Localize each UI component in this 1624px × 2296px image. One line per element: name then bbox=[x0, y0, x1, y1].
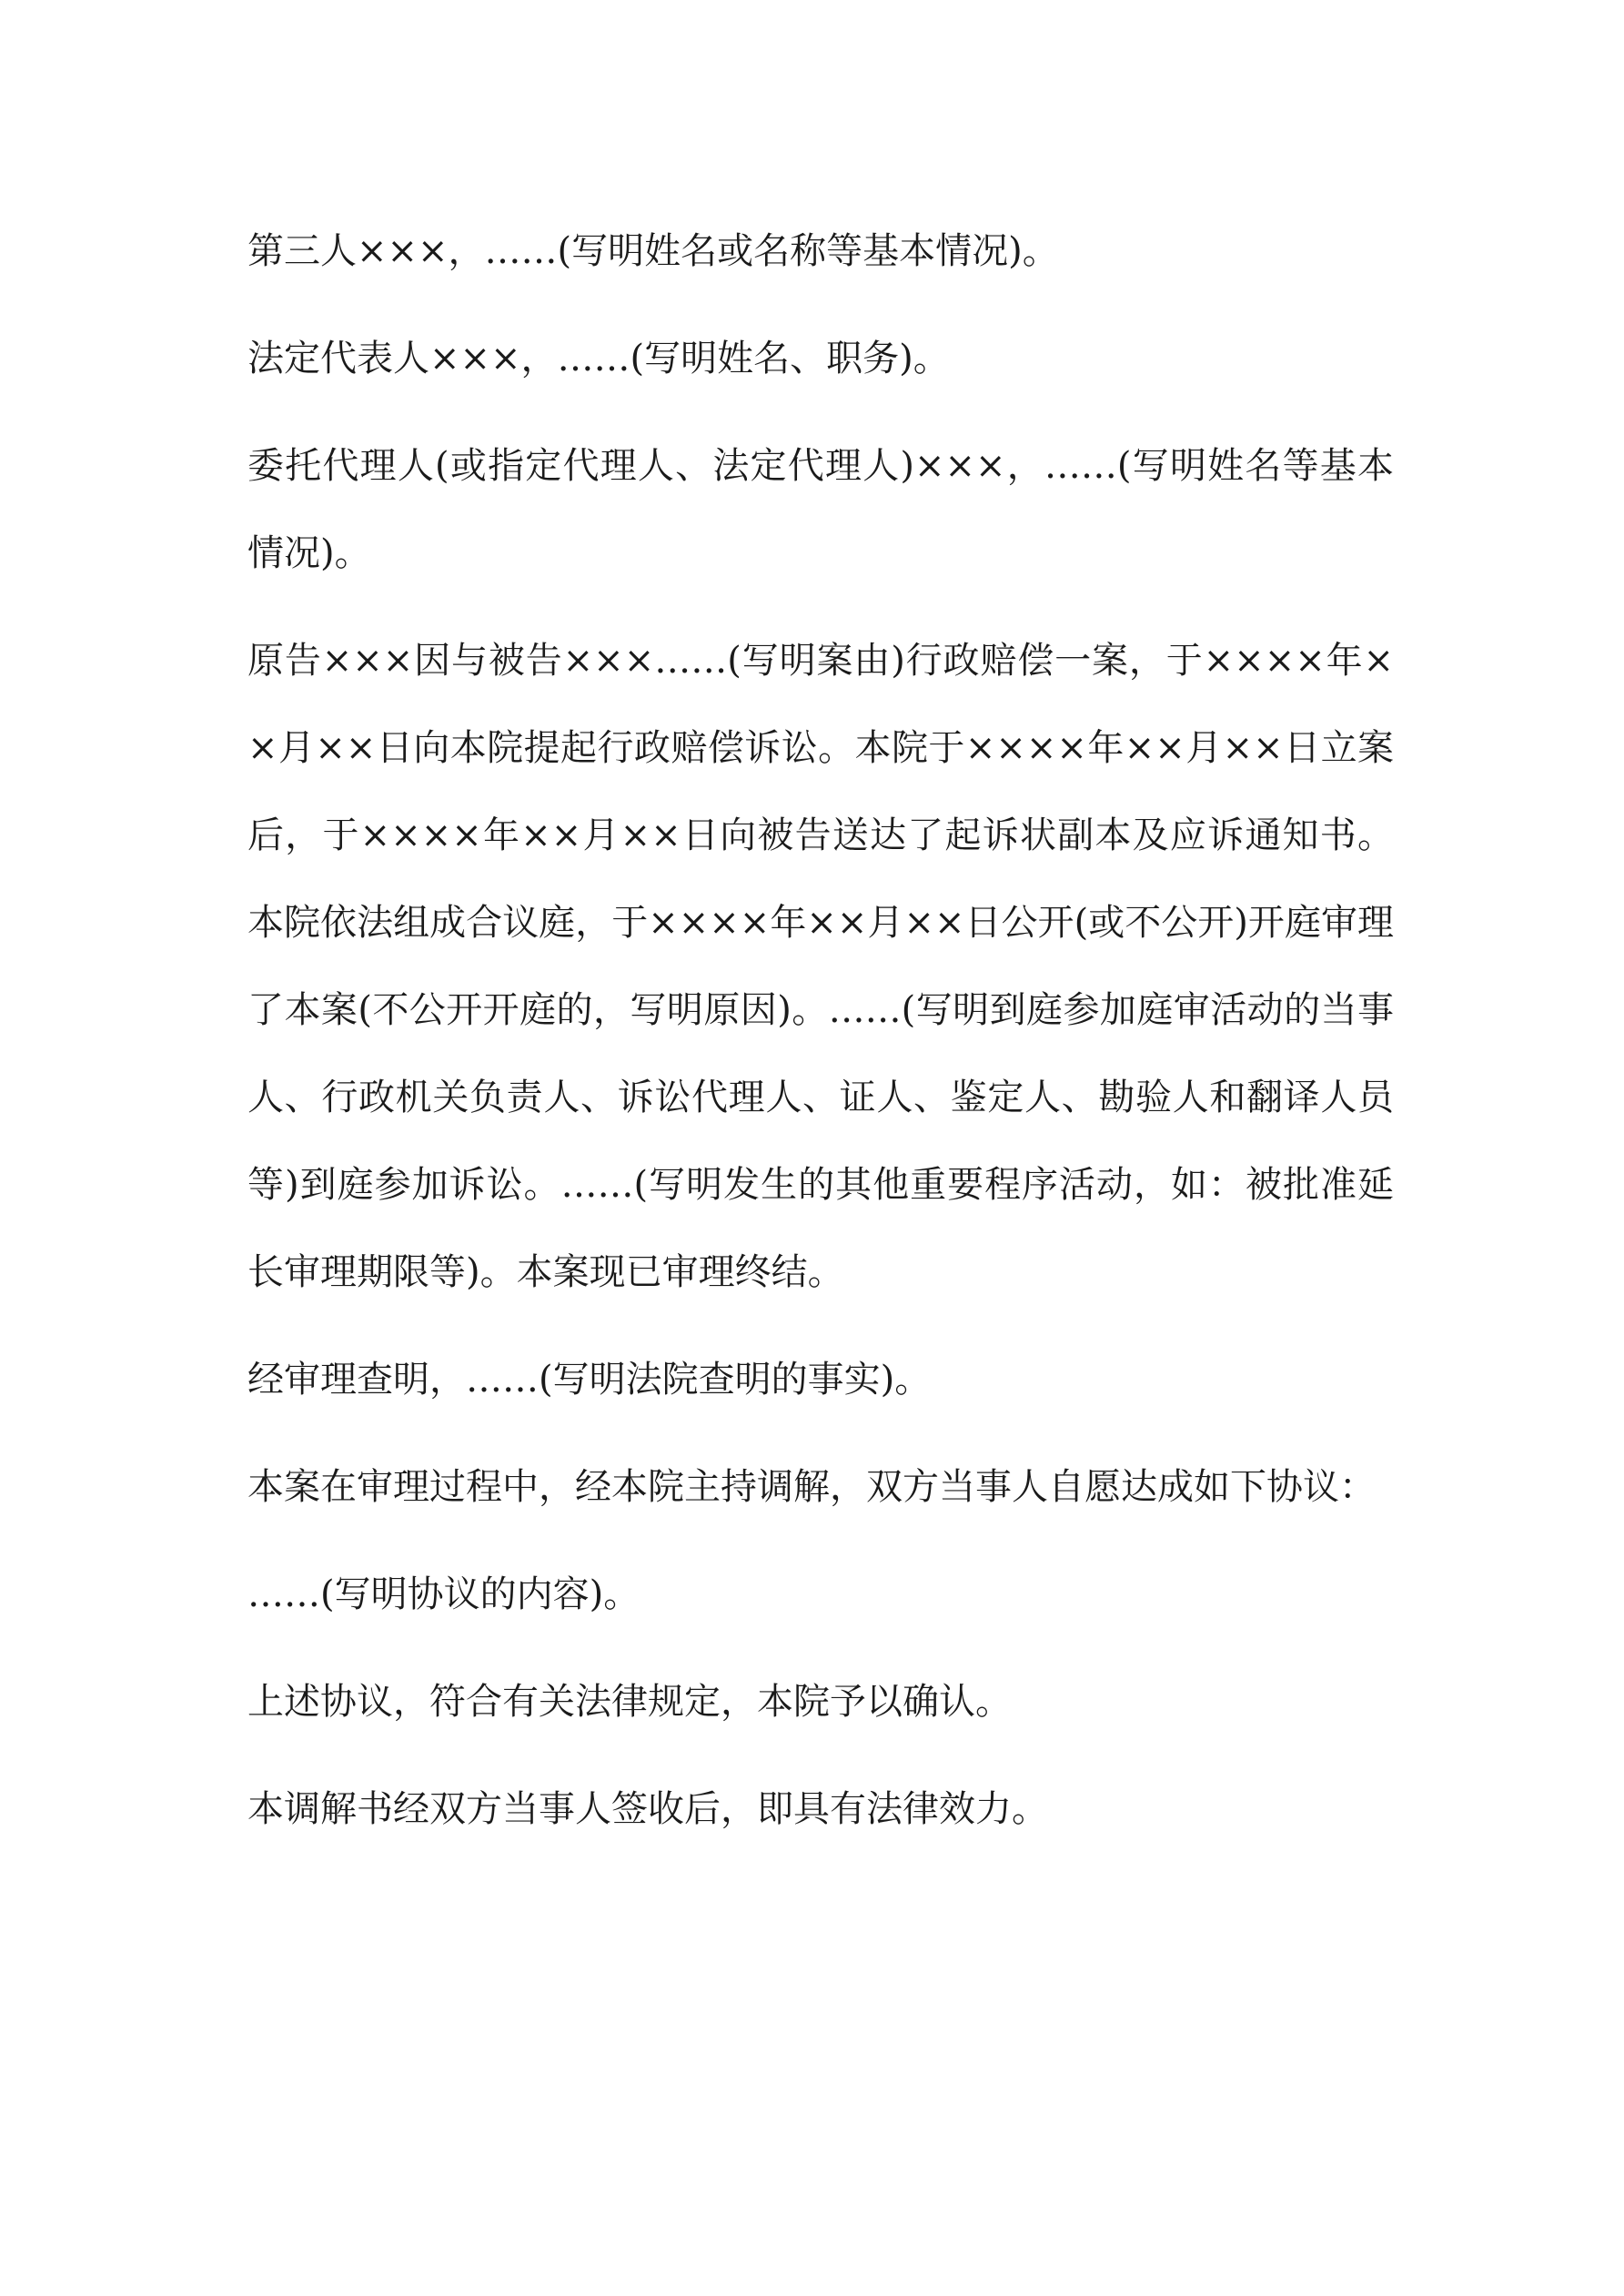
paragraph-case-procedure: 原告×××因与被告×××……(写明案由)行政赔偿一案，于××××年××月××日向本院提起行政赔偿诉讼。本院于××××年××月××日立案后，于××××年××月××日向被告送达了起诉状副本及应诉通知书。本院依法组成合议庭，于××××年××月××日公开(或不公开)开庭审理了本案(不公开开庭的，写明原因)。……(写明到庭参加庭审活动的当事人、行政机关负责人、诉讼代理人、证人、鉴定人、勘验人和翻译人员等)到庭参加诉讼。……(写明发生的其他重要程序活动，如：被批准延长审理期限等)。本案现已审理终结。 bbox=[247, 640, 1394, 1293]
paragraph-third-party: 第三人×××，……(写明姓名或名称等基本情况)。 bbox=[247, 230, 1059, 272]
paragraph-gap bbox=[247, 1316, 1394, 1336]
paragraph-gap bbox=[247, 1745, 1394, 1765]
paragraph-gap bbox=[247, 1638, 1394, 1658]
document-body bbox=[247, 207, 1394, 1853]
paragraph-agreement-content: ……(写明协议的内容)。 bbox=[247, 1573, 641, 1615]
paragraph-legal-effect: 本调解书经双方当事人签收后，即具有法律效力。 bbox=[247, 1788, 1048, 1830]
paragraph-agent: 委托代理人(或指定代理人、法定代理人)×××，……(写明姓名等基本情况)。 bbox=[247, 445, 1394, 574]
paragraph-mediation: 本案在审理过程中，经本院主持调解，双方当事人自愿达成如下协议： bbox=[247, 1466, 1376, 1508]
paragraph-gap bbox=[247, 1531, 1394, 1551]
paragraph-facts: 经审理查明，……(写明法院查明的事实)。 bbox=[247, 1359, 932, 1401]
paragraph-legal-representative: 法定代表人×××，……(写明姓名、职务)。 bbox=[247, 338, 950, 379]
paragraph-gap bbox=[247, 1423, 1394, 1443]
paragraph-gap bbox=[247, 597, 1394, 617]
paragraph-confirmation: 上述协议，符合有关法律规定，本院予以确认。 bbox=[247, 1681, 1012, 1723]
paragraph-gap bbox=[247, 295, 1394, 315]
paragraph-gap bbox=[247, 402, 1394, 422]
